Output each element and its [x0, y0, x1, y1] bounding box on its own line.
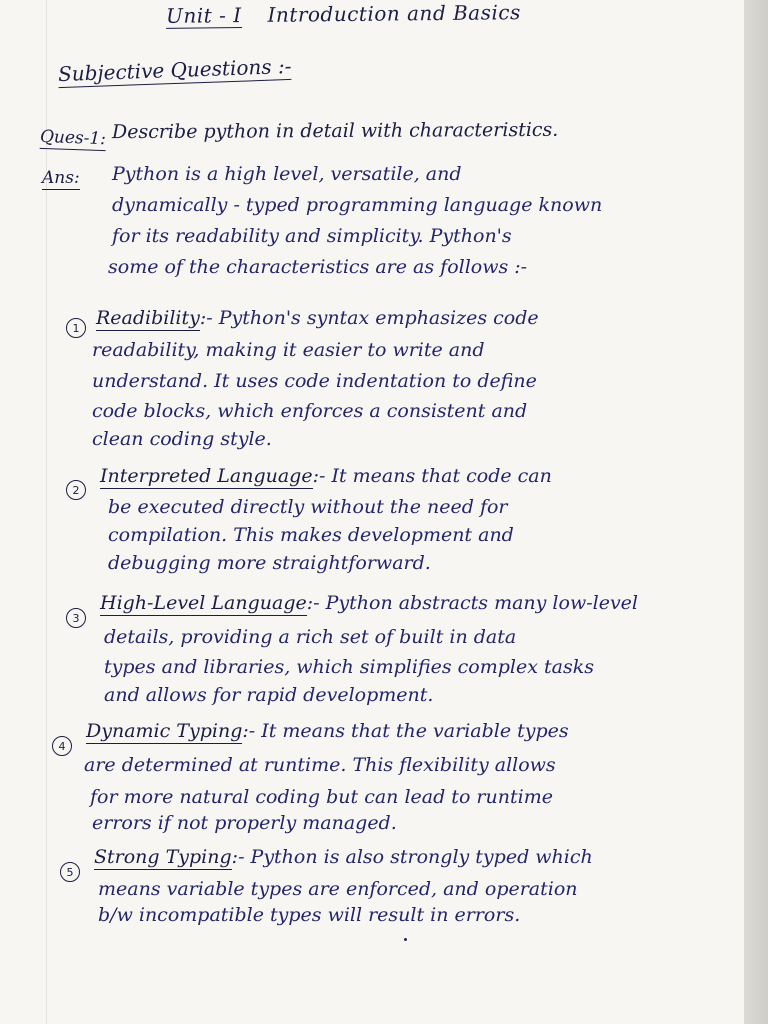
margin-line — [46, 0, 47, 1024]
point-line: means variable types are enforced, and operation — [98, 878, 578, 900]
point-line: types and libraries, which simplifies complex tasks — [104, 656, 594, 678]
point-text: :- Python is also strongly typed which — [231, 846, 593, 868]
point-line: debugging more straightforward. — [108, 552, 431, 574]
point-line: errors if not properly managed. — [92, 812, 397, 834]
title-text: Introduction and Basics — [267, 0, 521, 27]
point-line: and allows for rapid development. — [104, 684, 434, 706]
point-line: b/w incompatible types will result in errors. — [98, 904, 521, 926]
point-line: are determined at runtime. This flexibility allows — [84, 754, 556, 776]
answer-line: Python is a high level, versatile, and — [112, 163, 462, 185]
point-line: for more natural coding but can lead to runtime — [90, 786, 553, 808]
point-first-line — [94, 846, 593, 868]
page-edge — [744, 0, 768, 1024]
point-first-line — [86, 720, 569, 742]
point-heading: High-Level Language — [100, 592, 307, 614]
point-line: code blocks, which enforces a consistent and — [92, 400, 528, 422]
point-number-badge: 3 — [66, 608, 86, 628]
point-heading: Readibility — [96, 307, 200, 329]
point-number-badge: 1 — [66, 318, 86, 338]
point-first-line — [100, 465, 552, 487]
page-title — [166, 0, 521, 28]
point-line: clean coding style. — [92, 428, 272, 450]
answer-line: for its readability and simplicity. Python's — [112, 225, 512, 247]
point-text: :- Python abstracts many low-level — [306, 592, 638, 614]
point-first-line — [100, 592, 638, 614]
point-number-badge: 2 — [66, 480, 86, 500]
unit-label: Unit - I — [165, 3, 242, 28]
point-line: understand. It uses code indentation to define — [92, 370, 537, 392]
point-line: readability, making it easier to write and — [92, 339, 485, 361]
ink-dot — [404, 938, 407, 941]
question-label: Ques-1: — [39, 126, 107, 150]
subjective-questions-heading: Subjective Questions :- — [57, 53, 292, 87]
answer-line: dynamically - typed programming language known — [112, 194, 603, 216]
point-text: :- Python's syntax emphasizes code — [199, 307, 539, 329]
point-heading: Dynamic Typing — [86, 720, 243, 742]
point-number-badge: 5 — [60, 862, 80, 882]
answer-line: some of the characteristics are as follows :- — [108, 256, 528, 278]
point-line: be executed directly without the need for — [108, 496, 508, 518]
answer-label: Ans: — [42, 168, 80, 188]
question-text: Describe python in detail with characteristics. — [111, 118, 559, 144]
point-text: :- It means that code can — [312, 465, 552, 487]
point-heading: Strong Typing — [94, 846, 232, 868]
point-line: compilation. This makes development and — [108, 524, 514, 546]
point-text: :- It means that the variable types — [242, 720, 569, 742]
point-number-badge: 4 — [52, 736, 72, 756]
point-heading: Interpreted Language — [100, 465, 313, 487]
point-line: details, providing a rich set of built in data — [104, 626, 517, 648]
point-first-line — [96, 307, 539, 329]
